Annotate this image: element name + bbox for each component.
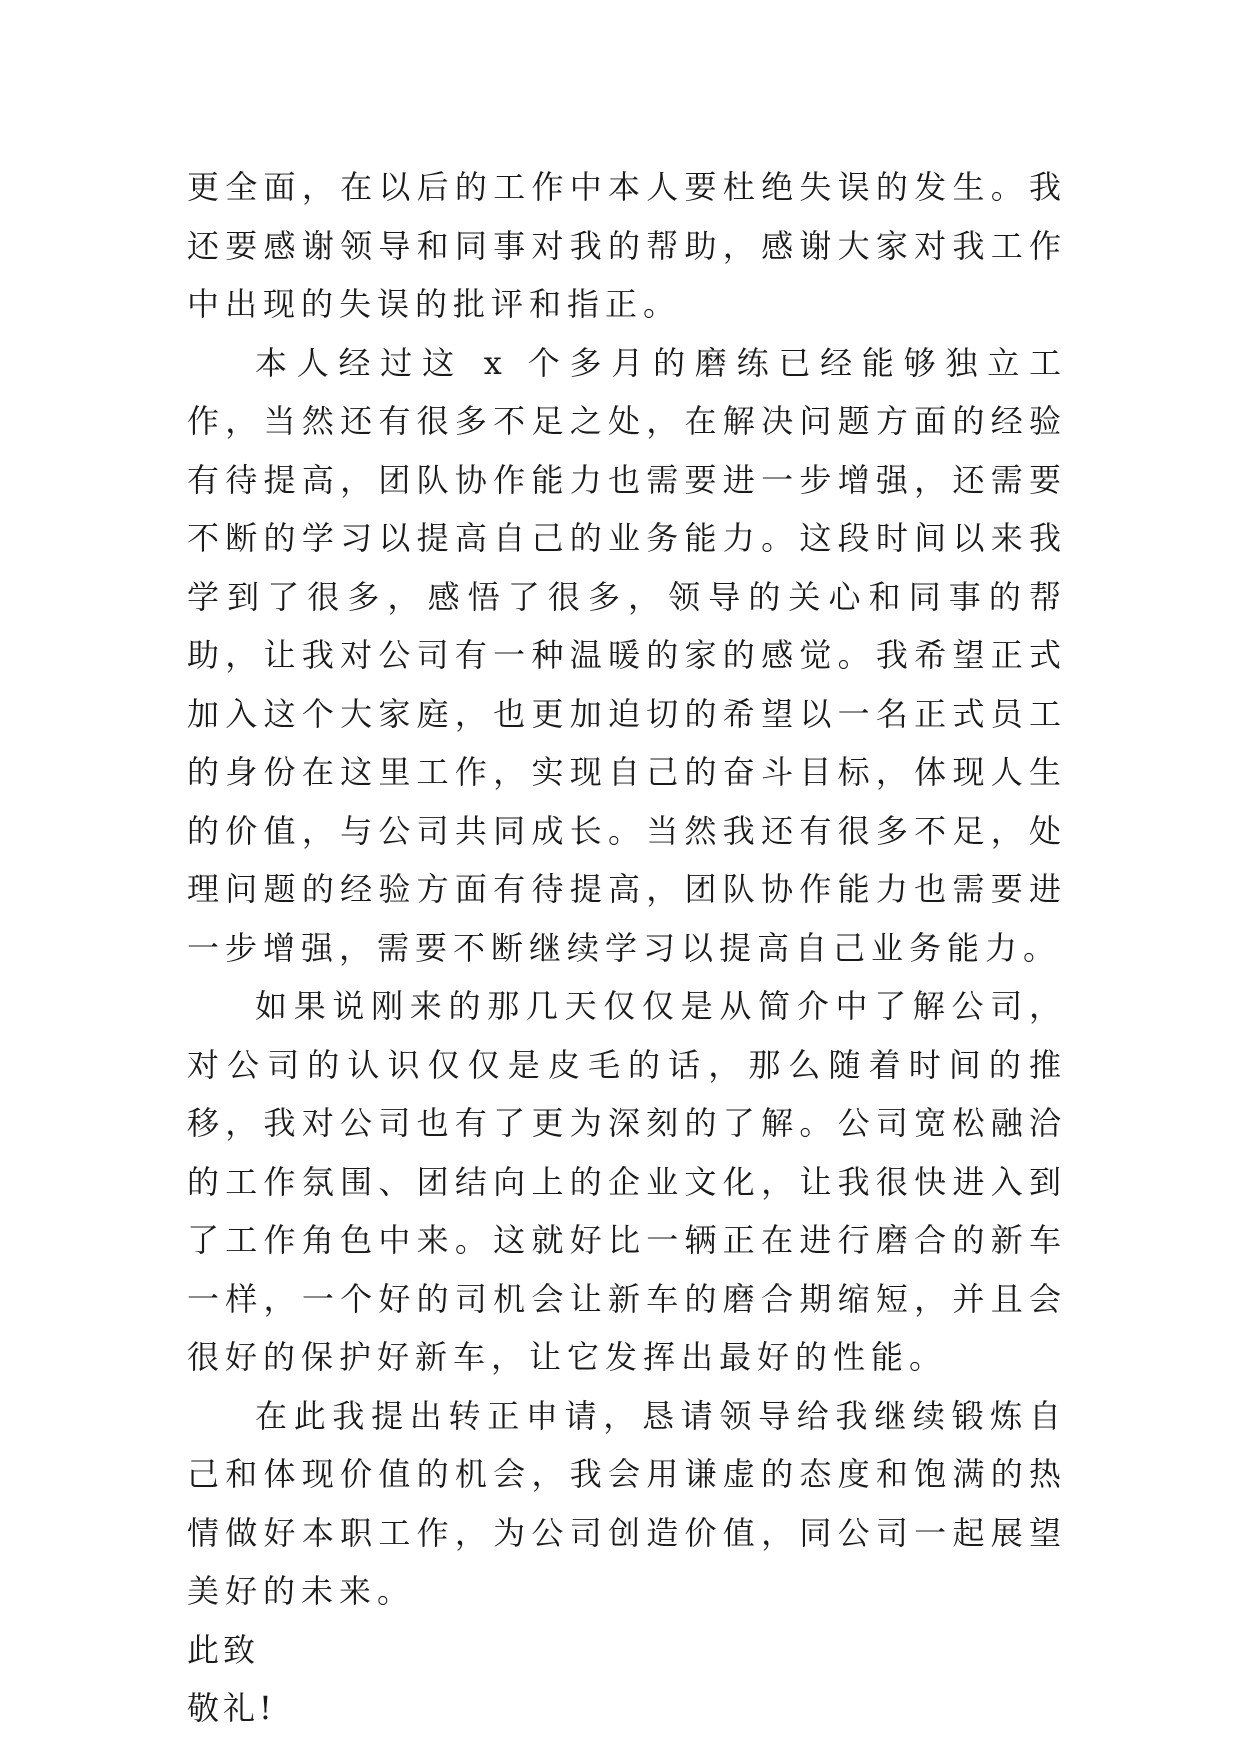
paragraph-continuation: 更全面，在以后的工作中本人要杜绝失误的发生。我还要感谢领导和同事对我的帮助，感谢大家对我工作中出现的失误的批评和指正。 [187, 168, 1067, 323]
paragraph-application-request: 在此我提出转正申请，恳请领导给我继续锻炼自己和体现价值的机会，我会用谦虚的态度和饱满的热情做好本职工作，为公司创造价值，同公司一起展望美好的未来。 [187, 1396, 1067, 1610]
paragraph-company-impression: 如果说刚来的那几天仅仅是从简介中了解公司，对公司的认识仅仅是皮毛的话，那么随着时间的推移，我对公司也有了更为深刻的了解。公司宽松融洽的工作氛围、团结向上的企业文化，让我很快进入到了工作角色中来。这就好比一辆正在进行磨合的新车一样，一个好的司机会让新车的磨合期缩短，并且会很好的保护好新车，让它发挥出最好的性能。 [187, 987, 1067, 1376]
paragraph-self-assessment: 本人经过这 x 个多月的磨练已经能够独立工作，当然还有很多不足之处，在解决问题方面的经验有待提高，团队协作能力也需要进一步增强，还需要不断的学习以提高自己的业务能力。这段时间以来我学到了很多，感悟了很多，领导的关心和同事的帮助，让我对公司有一种温暖的家的感觉。我希望正式加入这个大家庭，也更加迫切的希望以一名正式员工的身份在这里工作，实现自己的奋斗目标，体现人生的价值，与公司共同成长。当然我还有很多不足，处理问题的经验方面有待提高，团队协作能力也需要进一步增强，需要不断继续学习以提高自己业务能力。 [187, 343, 1067, 967]
closing-salutation: 此致 [187, 1630, 260, 1669]
letter-body [187, 158, 1067, 1738]
closing-regards: 敬礼! [187, 1689, 276, 1727]
